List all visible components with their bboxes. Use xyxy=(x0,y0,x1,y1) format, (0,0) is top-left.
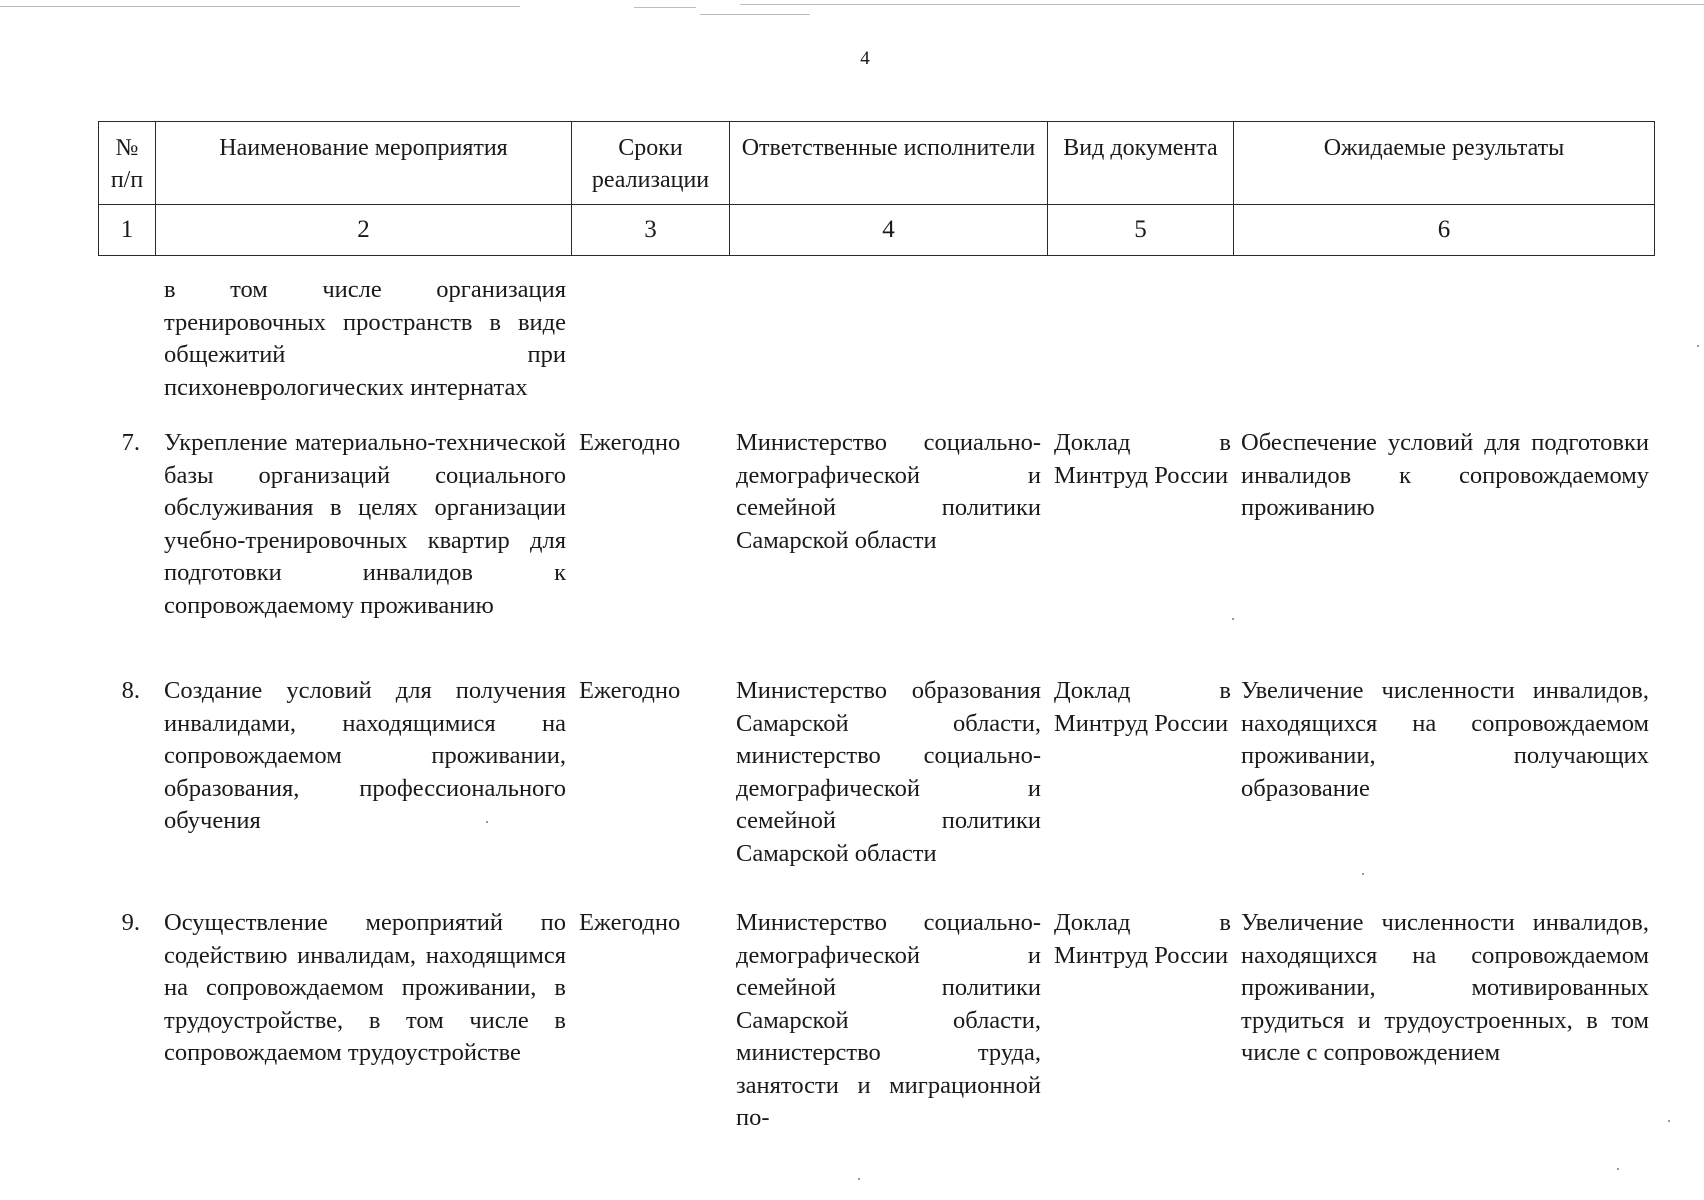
row-number: 8. xyxy=(121,677,140,704)
row-name-cell: Укрепление материально-технической базы организаций социального обслуживания в целях организации учебно-тренировочных квартир для подготовки инвалидов к сопровождаемому проживанию xyxy=(164,429,566,619)
row-term-cell: Ежегодно xyxy=(579,677,681,704)
scan-artifact-line xyxy=(0,6,520,7)
scan-speck xyxy=(1668,1120,1670,1122)
column-number: 4 xyxy=(730,205,1048,256)
scan-speck xyxy=(1232,618,1234,620)
header-cell-doc-type: Вид документа xyxy=(1048,122,1234,205)
row-doc-type-cell: Доклад в Минтруд России xyxy=(1054,677,1231,737)
row-name-cell: Осуществление мероприятий по содействию инвалидам, находящимся на сопровождаемом проживании, в трудоустройстве, в том числе в сопровождаемом трудоустройстве xyxy=(164,909,566,1066)
header-row xyxy=(99,122,1655,205)
scan-artifact-line xyxy=(700,14,810,15)
scan-speck xyxy=(486,821,488,823)
row-result-cell: Увеличение численности инвалидов, находящихся на сопровождаемом проживании, мотивированных трудиться и трудоустроенных, в том числе с сопровождением xyxy=(1241,909,1649,1066)
row-executors-cell: Министерство образования Самарской области, министерство социально-демографической и семейной политики Самарской области xyxy=(736,677,1041,867)
row-executors-cell: Министерство социально-демографической и семейной политики Самарской области xyxy=(736,429,1041,554)
table-header xyxy=(98,121,1655,256)
column-number: 3 xyxy=(572,205,730,256)
row-doc-type-cell: Доклад в Минтруд России xyxy=(1054,429,1231,489)
column-number-row xyxy=(99,205,1655,256)
header-cell-name: Наименование мероприятия xyxy=(156,122,572,205)
header-cell-results: Ожидаемые результаты xyxy=(1234,122,1655,205)
header-cell-executors: Ответственные исполнители xyxy=(730,122,1048,205)
scan-speck xyxy=(1362,873,1364,875)
column-number: 5 xyxy=(1048,205,1234,256)
header-cell-term: Сроки реализации xyxy=(572,122,730,205)
scan-artifact-line xyxy=(740,4,1704,5)
continuation-name-cell: в том числе организация тренировочных пространств в виде общежитий при психоневрологических интернатах xyxy=(164,276,566,401)
scan-speck xyxy=(1697,345,1699,347)
header-cell-number: № п/п xyxy=(99,122,156,205)
scan-artifact-line xyxy=(634,7,696,8)
row-executors-cell: Министерство социально-демографической и семейной политики Самарской области, министерство труда, занятости и миграционной по- xyxy=(736,909,1041,1131)
column-number: 1 xyxy=(99,205,156,256)
row-number: 9. xyxy=(121,909,140,936)
row-term-cell: Ежегодно xyxy=(579,429,681,456)
row-doc-type-cell: Доклад в Минтруд России xyxy=(1054,909,1231,969)
column-number: 6 xyxy=(1234,205,1655,256)
row-result-cell: Обеспечение условий для подготовки инвалидов к сопровождаемому проживанию xyxy=(1241,429,1649,521)
row-number: 7. xyxy=(121,429,140,456)
row-name-cell: Создание условий для получения инвалидами, находящимися на сопровождаемом проживании, образования, профессионального обучения xyxy=(164,677,566,834)
page-number: 4 xyxy=(860,48,870,69)
row-result-cell: Увеличение численности инвалидов, находящихся на сопровождаемом проживании, получающих образование xyxy=(1241,677,1649,802)
column-number: 2 xyxy=(156,205,572,256)
scan-speck xyxy=(1617,1168,1619,1170)
row-term-cell: Ежегодно xyxy=(579,909,681,936)
scan-speck xyxy=(858,1178,860,1180)
